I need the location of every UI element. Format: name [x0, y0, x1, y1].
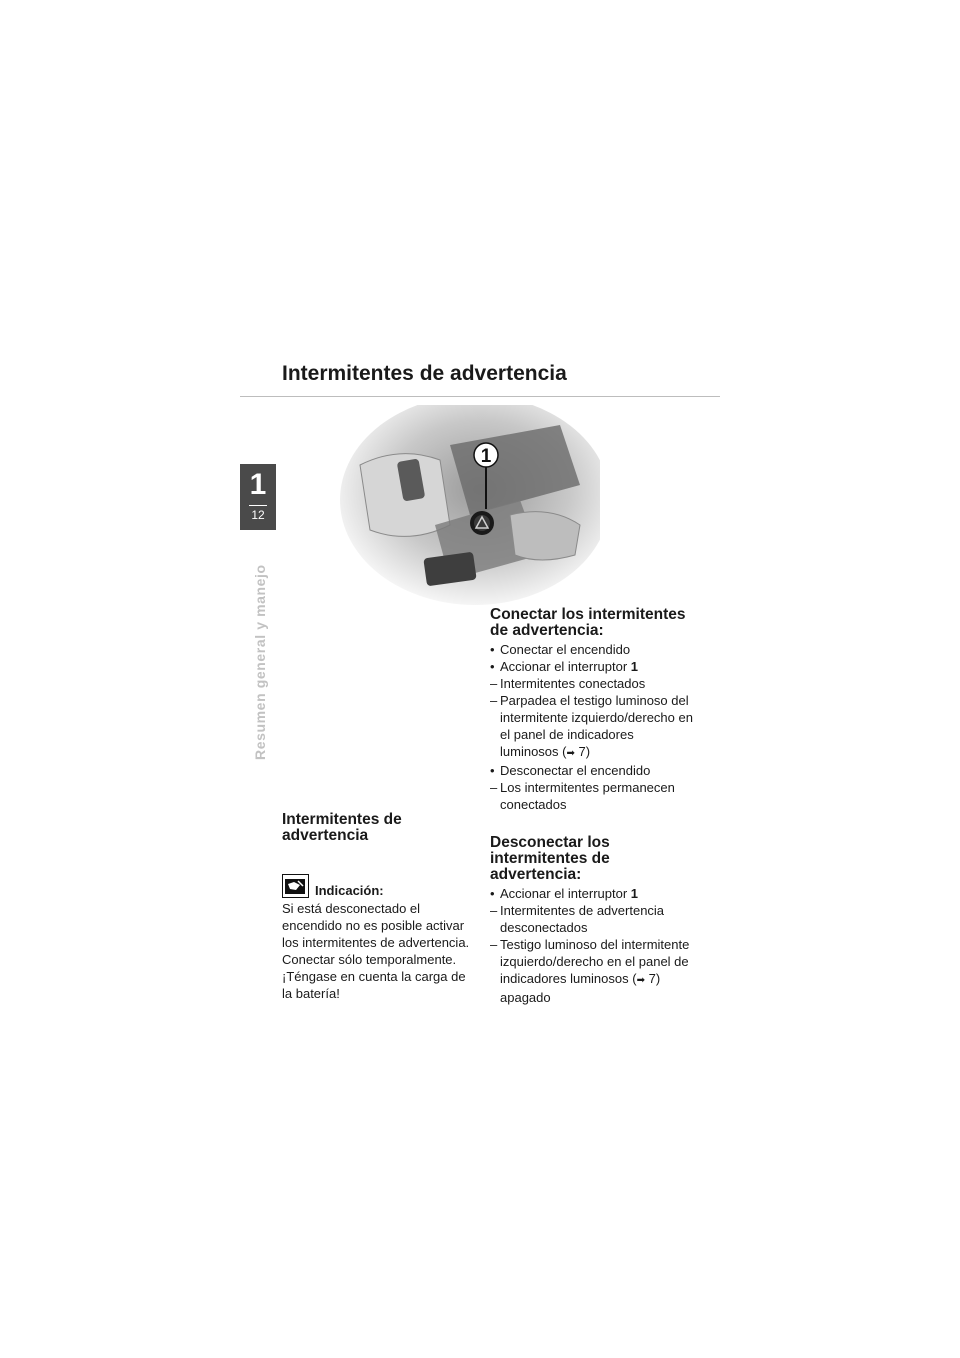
switch-ref: 1 — [630, 886, 639, 901]
list-item: – Intermitentes de advertencia desconectados — [490, 902, 695, 936]
chapter-number: 1 — [249, 468, 267, 501]
chapter-tab — [240, 464, 276, 530]
page-number: 12 — [251, 508, 265, 522]
disconnect-heading: Desconectar los intermitentes de advertencia: — [490, 834, 610, 883]
list-item: – Parpadea el testigo luminoso del intermitente izquierdo/derecho en el panel de indicadores luminosos (➡ 7) — [490, 692, 695, 762]
arrow-icon: ➡ — [636, 975, 645, 986]
list-item: – Testigo luminoso del intermitente izquierdo/derecho en el panel de indicadores luminosos (➡ 7) apagado — [490, 936, 695, 1006]
hazard-switch-icon — [470, 511, 494, 535]
list-item: • Accionar el interruptor 1 — [490, 885, 695, 902]
list-item: • Desconectar el encendido — [490, 762, 695, 779]
section-heading: Intermitentes de advertencia — [282, 811, 402, 844]
chapter-side-label: Resumen general y manejo — [252, 564, 268, 760]
right-column — [490, 607, 695, 1006]
note-icon — [282, 874, 309, 898]
disconnect-steps — [490, 885, 695, 1006]
list-item: • Accionar el interruptor 1 — [490, 658, 695, 675]
switch-ref: 1 — [630, 659, 639, 674]
chapter-divider — [249, 505, 267, 506]
note-label: Indicación: — [315, 883, 384, 898]
title-rule — [240, 396, 720, 397]
note-block — [282, 874, 478, 898]
callout-number: 1 — [480, 446, 492, 467]
list-item: – Intermitentes conectados — [490, 675, 695, 692]
arrow-icon: ➡ — [566, 748, 575, 759]
callout-marker — [474, 443, 498, 467]
handlebar-switch-photo — [340, 405, 600, 605]
list-item: – Los intermitentes permanecen conectados — [490, 779, 695, 813]
note-text: Si está desconectado el encendido no es posible activar los intermitentes de advertencia. Conectar sólo temporalmente. ¡Téngase en cuenta la carga de la batería! — [282, 901, 470, 1001]
page-title: Intermitentes de advertencia — [282, 362, 567, 385]
list-item: • Conectar el encendido — [490, 641, 695, 658]
left-column — [282, 812, 478, 1002]
connect-steps — [490, 641, 695, 813]
connect-heading: Conectar los intermitentes de advertencia: — [490, 606, 686, 639]
